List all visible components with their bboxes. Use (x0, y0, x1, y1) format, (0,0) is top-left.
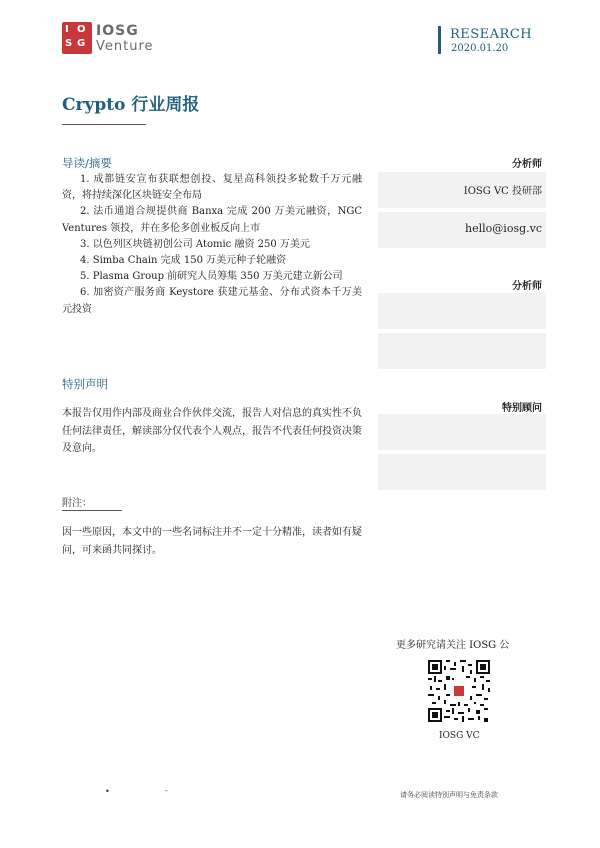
footer-disclaimer: 请务必阅读特别声明与免责条款 (400, 791, 498, 799)
analyst-heading-2: 分析师 (512, 281, 542, 292)
abstract-item: 4. Simba Chain 完成 150 万美元种子轮融资 (80, 255, 287, 267)
logo-mark: I O S G (62, 22, 92, 54)
iosg-logo (62, 22, 182, 58)
notes-heading: 附注： (62, 498, 92, 509)
abstract-item: 6. 加密资产服务商 Keystore 获建元基金、分布式资本千万美元投资 (62, 287, 362, 315)
research-label: RESEARCH (450, 27, 533, 42)
abstract-item: 5. Plasma Group 前研究人员筹集 350 万美元建立新公司 (80, 271, 343, 283)
abstract-item: 3. 以色列区块链初创公司 Atomic 融资 250 万美元 (80, 238, 310, 250)
qr-caption: IOSG VC (439, 731, 480, 741)
abstract-item: 1. 成都链安宣布获联想创投、复星高科领投多轮数千万元融资，将持续深化区块链安全布局 (62, 174, 362, 202)
logo-text-top: IOSG (96, 23, 139, 39)
notes-divider (62, 510, 122, 511)
analyst-team: IOSG VC 投研部 (463, 186, 542, 197)
qr-code-icon (428, 660, 490, 722)
analyst-heading: 分析师 (512, 159, 542, 170)
header-accent-bar (438, 26, 441, 54)
analyst-panel-empty (378, 293, 546, 329)
abstract-list (62, 172, 362, 318)
analyst-panel-empty (378, 333, 546, 369)
abstract-item: 2. 法币通道合规提供商 Banxa 完成 200 万美元融资，NGC Ventures 领投，并在多伦多创业板反向上市 (62, 206, 362, 234)
notes-body: 因一些原因，本文中的一些名词标注并不一定十分精准，读者如有疑问，可来函共同探讨。 (62, 527, 362, 556)
disclaimer-body: 本报告仅用作内部及商业合作伙伴交流，报告人对信息的真实性不负任何法律责任，解读部分仅代表个人观点，报告不代表任何投资决策及意向。 (62, 408, 362, 454)
title-divider (62, 124, 146, 125)
footer-mark: - (165, 786, 168, 795)
advisor-panel-empty (378, 414, 546, 450)
page-title: Crypto 行业周报 (62, 95, 200, 115)
logo-text-bottom: Venture (96, 39, 154, 54)
abstract-heading: 导读/摘要 (62, 156, 112, 170)
footer-mark: • (105, 787, 110, 796)
contact-email[interactable]: hello@iosg.vc (465, 222, 542, 235)
report-date: 2020.01.20 (451, 43, 509, 54)
disclaimer-heading: 特别声明 (62, 377, 108, 391)
advisor-panel-empty (378, 454, 546, 490)
advisor-heading: 特别顾问 (502, 403, 542, 414)
follow-prompt: 更多研究请关注 IOSG 公 (396, 640, 510, 651)
